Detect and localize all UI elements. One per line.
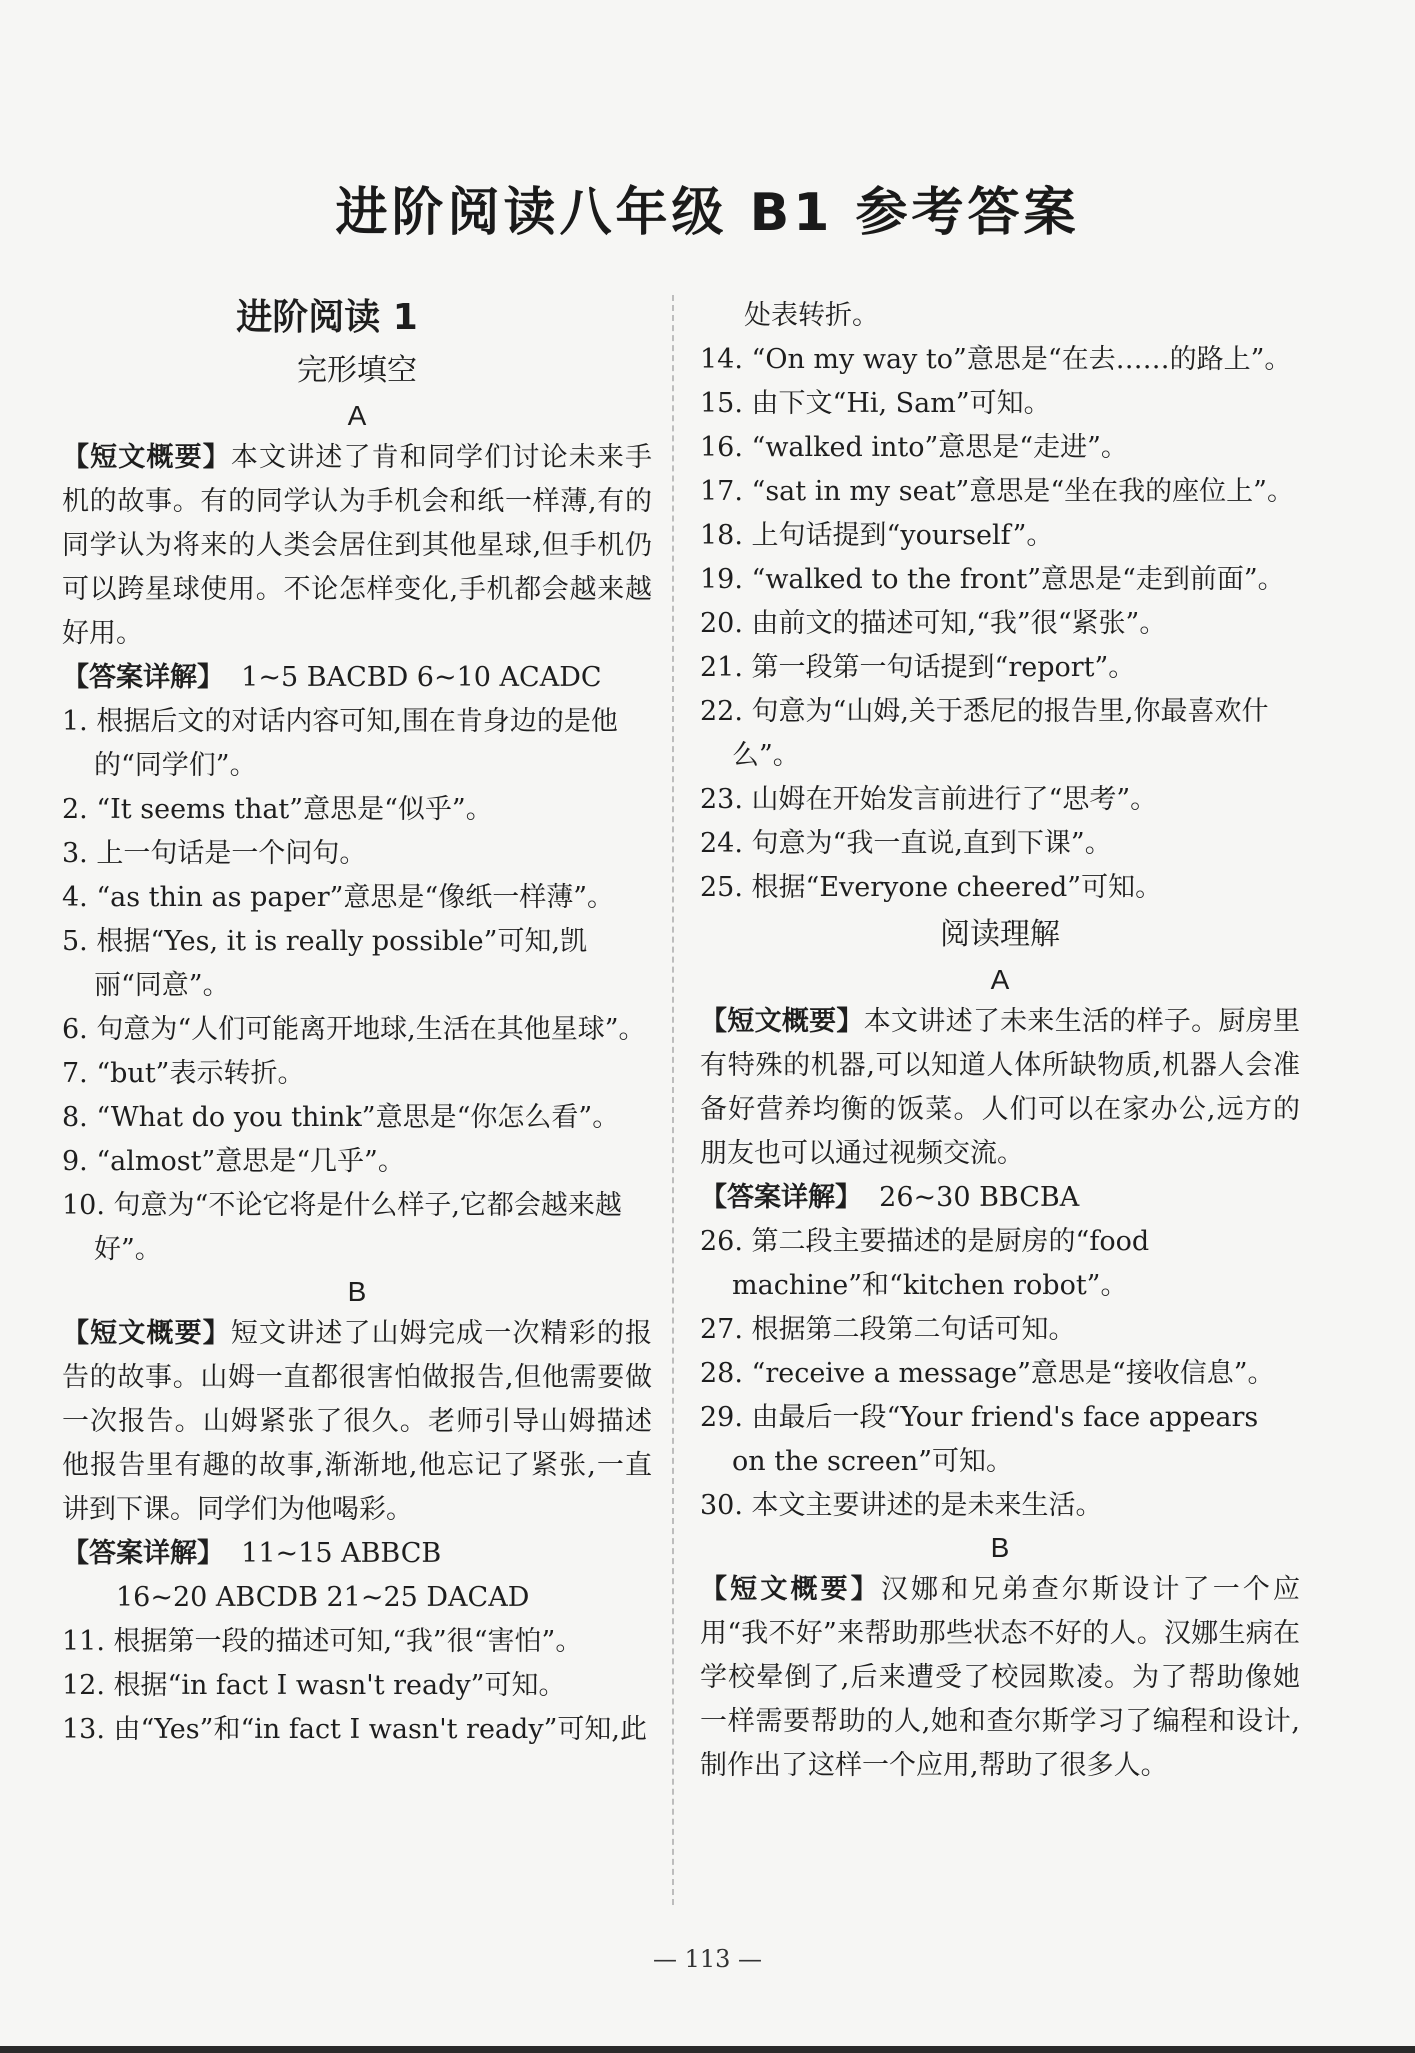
summary-text: 本文讲述了肯和同学们讨论未来手机的故事。有的同学认为手机会和纸一样薄,有的同学认为将来的人类会居住到其他星球,但手机仍可以跨星球使用。不论怎样变化,手机都会越来越好用。	[62, 442, 653, 649]
explanation-item: 15. 由下文“Hi, Sam”可知。	[700, 388, 1051, 419]
part-a-letter: A	[990, 964, 1010, 995]
explanation-item: 17. “sat in my seat”意思是“坐在我的座位上”。	[700, 476, 1294, 507]
page-title: 进阶阅读八年级 B1 参考答案	[335, 183, 1080, 243]
explanation-item: 12. 根据“in fact I wasn't ready”可知。	[62, 1670, 566, 1701]
answer-keys: 1~5 BACBD 6~10 ACADC	[241, 662, 602, 693]
answer-keys: 11~15 ABBCB	[241, 1538, 442, 1569]
explanation-item: 25. 根据“Everyone cheered”可知。	[700, 872, 1163, 903]
summary-paragraph	[62, 436, 652, 656]
section-title: 进阶阅读 1	[236, 297, 418, 338]
explanation-item: 9. “almost”意思是“几乎”。	[62, 1146, 405, 1177]
part-a-letter: A	[347, 400, 367, 431]
explanation-item: 23. 山姆在开始发言前进行了“思考”。	[700, 784, 1158, 815]
explanation-item: 20. 由前文的描述可知,“我”很“紧张”。	[700, 608, 1167, 639]
explanation-item: 3. 上一句话是一个问句。	[62, 838, 367, 869]
explanation-item: 8. “What do you think”意思是“你怎么看”。	[62, 1102, 620, 1133]
explanation-item: 14. “On my way to”意思是“在去……的路上”。	[700, 344, 1292, 375]
explanation-item: 4. “as thin as paper”意思是“像纸一样薄”。	[62, 882, 615, 913]
answer-line	[62, 656, 652, 700]
summary-text: 短文讲述了山姆完成一次精彩的报告的故事。山姆一直都很害怕做报告,但他需要做一次报告。山姆紧张了很久。老师引导山姆描述他报告里有趣的故事,渐渐地,他忘记了紧张,一直讲到下课。同学们为他喝彩。	[62, 1318, 653, 1525]
bottom-edge	[0, 2046, 1415, 2053]
explanation-item: 1. 根据后文的对话内容可知,围在肯身边的是他的“同学们”。	[62, 706, 618, 781]
summary-tag: 【短文概要】	[62, 442, 231, 473]
part-b-letter: B	[990, 1532, 1010, 1563]
answer-tag: 【答案详解】	[62, 1538, 224, 1569]
summary-tag: 【短文概要】	[700, 1006, 864, 1037]
summary-tag: 【短文概要】	[62, 1318, 231, 1349]
explanation-item: 21. 第一段第一句话提到“report”。	[700, 652, 1136, 683]
left-column	[62, 290, 652, 1752]
reading-subtitle: 阅读理解	[940, 917, 1060, 952]
explanation-item: 5. 根据“Yes, it is really possible”可知,凯丽“同意”。	[62, 926, 588, 1001]
part-b-letter: B	[347, 1276, 367, 1307]
explanation-item: 16. “walked into”意思是“走进”。	[700, 432, 1128, 463]
answer-tag: 【答案详解】	[62, 662, 224, 693]
explanation-item: 13. 由“Yes”和“in fact I wasn't ready”可知,此	[62, 1714, 647, 1745]
explanation-item: 2. “It seems that”意思是“似乎”。	[62, 794, 493, 825]
summary-text: 本文讲述了未来生活的样子。厨房里有特殊的机器,可以知道人体所缺物质,机器人会准备好营养均衡的饭菜。人们可以在家办公,远方的朋友也可以通过视频交流。	[700, 1006, 1301, 1169]
summary-paragraph	[62, 1312, 652, 1532]
explanation-item: 11. 根据第一段的描述可知,“我”很“害怕”。	[62, 1626, 583, 1657]
explanation-item: 26. 第二段主要描述的是厨房的“food machine”和“kitchen robot”。	[700, 1226, 1150, 1301]
answer-line	[700, 1176, 1300, 1220]
summary-paragraph	[700, 1000, 1300, 1176]
explanation-item: 7. “but”表示转折。	[62, 1058, 305, 1089]
explanation-item: 24. 句意为“我一直说,直到下课”。	[700, 828, 1112, 859]
explanation-item: 28. “receive a message”意思是“接收信息”。	[700, 1358, 1275, 1389]
summary-paragraph	[700, 1568, 1300, 1788]
explanation-item: 27. 根据第二段第二句话可知。	[700, 1314, 1076, 1345]
explanation-item: 10. 句意为“不论它将是什么样子,它都会越来越好”。	[62, 1190, 622, 1265]
explanation-item: 22. 句意为“山姆,关于悉尼的报告里,你最喜欢什么”。	[700, 696, 1269, 771]
explanation-item: 19. “walked to the front”意思是“走到前面”。	[700, 564, 1285, 595]
answer-tag: 【答案详解】	[700, 1182, 862, 1213]
summary-text: 汉娜和兄弟查尔斯设计了一个应用“我不好”来帮助那些状态不好的人。汉娜生病在学校晕倒了,后来遭受了校园欺凌。为了帮助像她一样需要帮助的人,她和查尔斯学习了编程和设计,制作出了这样一个应用,帮助了很多人。	[700, 1574, 1301, 1781]
answer-keys: 26~30 BBCBA	[879, 1182, 1080, 1213]
column-divider	[672, 295, 674, 1905]
explanation-item: 18. 上句话提到“yourself”。	[700, 520, 1054, 551]
answer-keys-continued: 16~20 ABCDB 21~25 DACAD	[116, 1582, 530, 1613]
cloze-subtitle: 完形填空	[297, 353, 417, 388]
answer-line	[62, 1532, 652, 1576]
page-number: — 113 —	[652, 1945, 763, 1973]
explanation-item: 29. 由最后一段“Your friend's face appears on the screen”可知。	[700, 1402, 1259, 1477]
item-continuation: 处表转折。	[744, 300, 879, 331]
summary-tag: 【短文概要】	[700, 1574, 881, 1605]
right-column	[700, 294, 1300, 1788]
explanation-item: 6. 句意为“人们可能离开地球,生活在其他星球”。	[62, 1014, 646, 1045]
explanation-item: 30. 本文主要讲述的是未来生活。	[700, 1490, 1103, 1521]
